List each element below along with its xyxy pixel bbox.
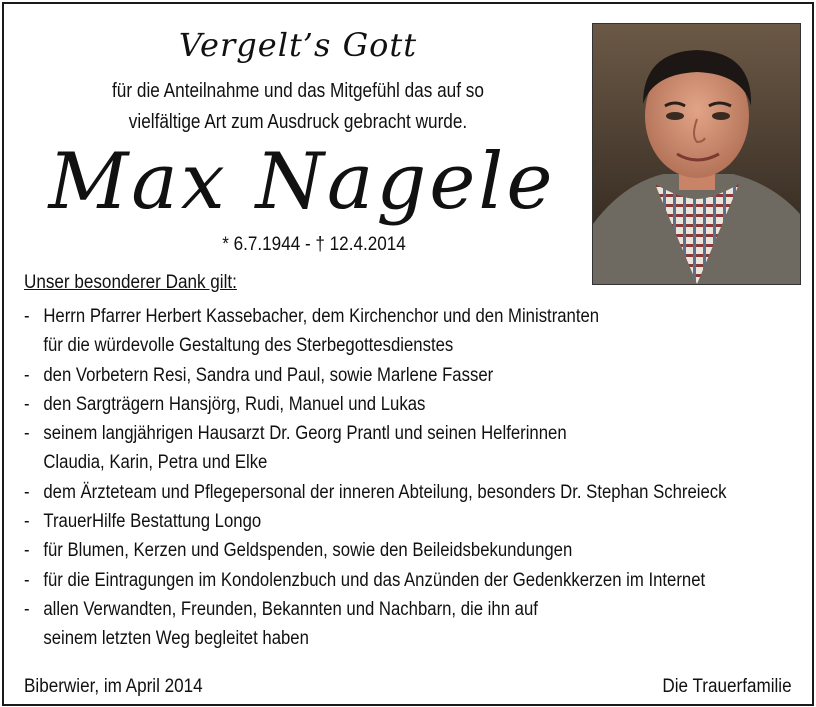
life-dates: * 6.7.1944 - † 12.4.2014 <box>222 234 406 255</box>
thanks-item-line: seinem letzten Weg begleitet haben <box>43 628 309 650</box>
thanks-item <box>24 419 781 478</box>
thanks-item <box>24 536 781 565</box>
portrait-photo <box>592 23 801 285</box>
deceased-name: Max Nagele <box>48 137 556 227</box>
intro-line-1: für die Anteilnahme und das Mitgefühl das auf so <box>112 80 484 102</box>
intro-text <box>61 76 536 138</box>
intro-line-2: vielfältige Art zum Ausdruck gebracht wurde. <box>128 111 468 133</box>
thanks-item-line: für die würdevolle Gestaltung des Sterbegottesdienstes <box>43 335 454 357</box>
thanks-item-line: - dem Ärzteteam und Pflegepersonal der inneren Abteilung, besonders Dr. Stephan Schreieck <box>43 481 727 503</box>
thanks-item <box>24 566 781 595</box>
place-date: Biberwier, im April 2014 <box>24 676 203 697</box>
obituary-notice <box>2 2 814 706</box>
thanks-item-line: - den Sargträgern Hansjörg, Rudi, Manuel und Lukas <box>43 393 426 415</box>
headline: Vergelt’s Gott <box>178 26 418 64</box>
thanks-item-line: - Herrn Pfarrer Herbert Kassebacher, dem Kirchenchor und den Ministranten <box>43 306 600 327</box>
signature: Die Trauerfamilie <box>662 676 792 697</box>
thanks-item-line: - TrauerHilfe Bestattung Longo <box>43 511 262 533</box>
thanks-item-line: - seinem langjährigen Hausarzt Dr. Georg Prantl und seinen Helferinnen <box>43 423 567 445</box>
thanks-title: Unser besonderer Dank gilt: <box>24 272 237 293</box>
thanks-list <box>24 302 781 654</box>
portrait-image <box>593 24 800 284</box>
thanks-item <box>24 361 781 390</box>
thanks-item <box>24 595 781 654</box>
thanks-item-line: - für die Eintragungen im Kondolenzbuch und das Anzünden der Gedenkkerzen im Internet <box>43 569 706 591</box>
thanks-item <box>24 390 781 419</box>
thanks-item <box>24 507 781 536</box>
thanks-item-line: Claudia, Karin, Petra und Elke <box>43 452 268 474</box>
thanks-item-line: - den Vorbetern Resi, Sandra und Paul, sowie Marlene Fasser <box>43 364 494 386</box>
thanks-item-line: - allen Verwandten, Freunden, Bekannten und Nachbarn, die ihn auf <box>43 598 538 620</box>
thanks-item-line: - für Blumen, Kerzen und Geldspenden, sowie den Beileidsbekundungen <box>43 540 573 562</box>
thanks-item <box>24 302 781 361</box>
thanks-item <box>24 478 781 507</box>
